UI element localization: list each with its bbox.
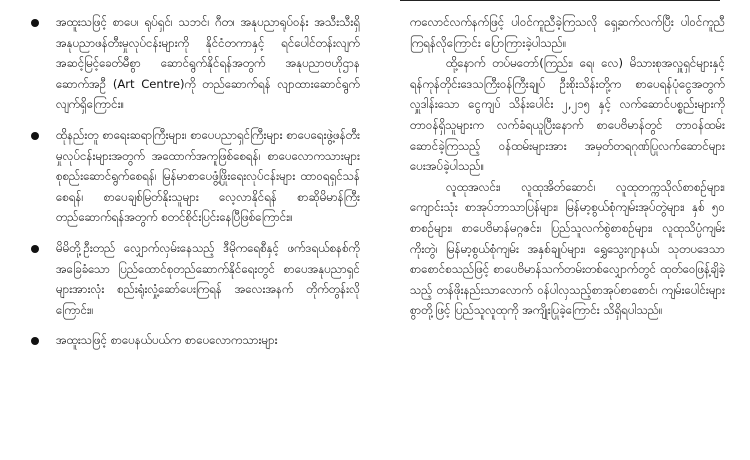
bullet-item-4 <box>28 330 360 351</box>
right-column <box>410 12 725 321</box>
bullet-list <box>28 12 360 351</box>
bullet-text-4: အထူးသဖြင့် စာပေနယ်ပယ်က စာပေလောကသားများ <box>56 333 278 348</box>
bullet-dot-icon <box>31 245 39 253</box>
bullet-dot-icon <box>31 19 39 27</box>
left-column <box>28 12 360 361</box>
bullet-dot-icon <box>31 132 39 140</box>
bullet-text-1: အထူးသဖြင့် စာပေ၊ ရုပ်ရှင်၊ သဘင်၊ ဂီတ၊ အနုပညာရုပ်ဝန်း အသီးသီးရှိ အနုပညာဖန်တီးမှုလုပ်ငန်းများကို နိုင်ငံတကာနှင့် ရင်ပေါင်တန်းလျက် အဆင့်မြင့်ခေတ်မီစွာ ဆောင်ရွက်နိုင်ရန်အတွက် အနုပညာဗဟိုဌာနဆောက်အဦ (Art Centre)ကို တည်ဆောက်ရန် လျာထားဆောင်ရွက်လျက်ရှိကြောင်း။ <box>56 15 360 112</box>
bullet-dot-icon <box>31 337 39 345</box>
paragraph-publications: လူထုအလင်း၊ လူထုအိတ်ဆောင်၊ လူထုတက္ကသိုလ်စာစဉ်များ၊ ကျောင်းသုံး စာအုပ်ဘာသာပြန်များ၊ မြန်မာ့စွယ်စုံကျမ်းအုပ်တွဲများ၊ နှစ် ၅၀ စာစဉ်များ၊ စာပေဗိမာန်မဂ္ဂဇင်း၊ ပြည်သူလက်စွဲစာစဉ်များ၊ လူထုသိပ္ပံကျမ်း ကိုးတွဲ၊ မြန်မာ့စွယ်စုံကျမ်း အနှစ်ချုပ်များ၊ ရွှေသွေးဂျာနယ်၊ သုတပဒေသာစာစောင်စသည်ဖြင့် စာပေဗိမာန်သက်တမ်းတစ်လျှောက်တွင် ထုတ်ဝေဖြန့်ချိခဲ့သည့် တန်ဖိုးနည်းသာလောက် ဝန်ပါလှသည့်စာအုပ်စာစောင်၊ ကျမ်းပေါင်းများစွာတို့ဖြင့် ပြည်သူလူထုကို အကျိုးပြုခဲ့ကြောင်း သိရှိရပါသည်။ <box>410 179 725 318</box>
paragraph-continuation: ကလောင်လက်နက်ဖြင့် ပါဝင်ကူညီခဲ့ကြသလို ရှေ့ဆက်လက်ပြီး ပါဝင်ကူညီကြရန်လိုကြောင်း ပြောကြားခဲ့ပါသည်။ <box>410 15 725 50</box>
bullet-text-3: မိမိတို့ဦးတည် လျှောက်လှမ်းနေသည့် ဒီမိုကရေစီနှင့် ဖက်ဒရယ်စနစ်ကို အခြေခံသော ပြည်ထောင်စုတည်ဆောက်နိုင်ရေးတွင် စာပေအနုပညာရှင်များအားလုံး စည်းရုံးလှုံ့ဆော်ပေးကြရန် အလေးအနက် တိုက်တွန်းလိုကြောင်း။ <box>56 240 360 317</box>
paragraph-donations: ထို့နောက် တပ်မတော်(ကြည်း၊ ရေ၊ လေ) မိသားစုအလှူရှင်များနှင့် ရန်ကုန်တိုင်းဒေသကြီးဝန်ကြီးချုပ် ဦးစိုးသိန်းတို့က စာပေရန်ပုံငွေအတွက် လှူဒါန်းသော ငွေကျပ် သိန်းပေါင်း ၂,၂၁၅ နှင့် လက်ဆောင်ပစ္စည်းများကို တာဝန်ရှိသူများက လက်ခံရယူပြီးနောက် စာပေဗိမာန်တွင် တာဝန်ထမ်းဆောင်ခဲ့ကြသည့် ဝန်ထမ်းများအား အမှတ်တရဂုဏ်ပြုလက်ဆောင်များ ပေးအပ်ခဲ့ပါသည်။ <box>410 56 725 174</box>
bullet-item-1 <box>28 12 360 115</box>
top-rule-divider <box>400 0 720 1</box>
bullet-text-2: ထိုနည်းတူ စာရေးဆရာကြီးများ၊ စာပေပညာရှင်ကြီးများ စာပေရေးဖွဲ့ဖန်တီးမှုလုပ်ငန်းများအတွက် အထောက်အကူဖြစ်စေရန်၊ စာပေလောကသားများ စုစည်းဆောင်ရွက်စေရန်၊ မြန်မာစာပေဖွံ့ဖြိုးရေးလုပ်ငန်းများ ထာဝရရှင်သန်စေရန်၊ စာပေချစ်မြတ်နိုးသူများ လေ့လာနိုင်ရန် စာဆိုမိမာန်ကြီး တည်ဆောက်ရန်အတွက် စတင်စိုင်းပြင်းနေပြီဖြစ်ကြောင်း။ <box>56 127 360 225</box>
bullet-item-2 <box>28 125 360 228</box>
bullet-item-3 <box>28 238 360 320</box>
